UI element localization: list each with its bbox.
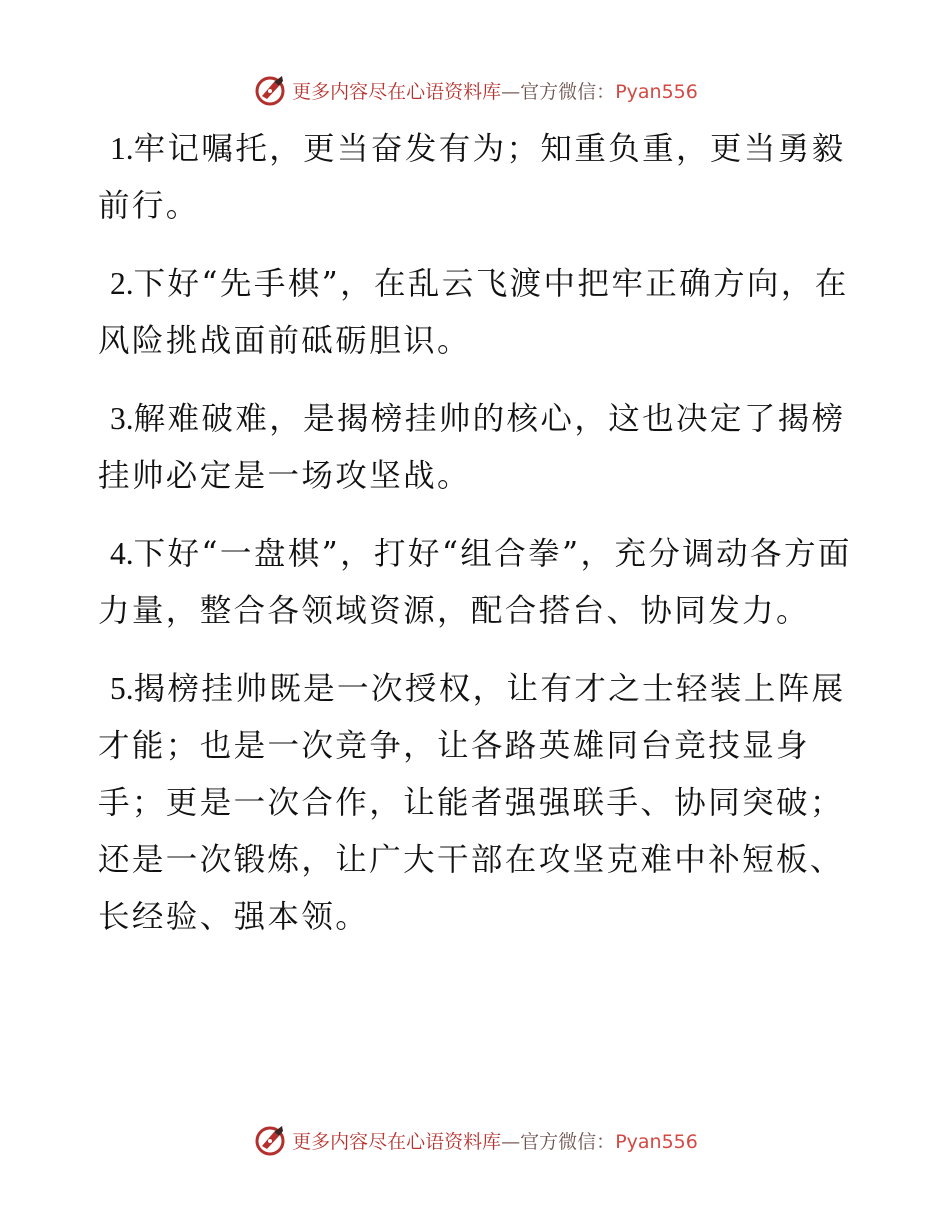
header-text bbox=[292, 77, 698, 104]
item-number: 1. bbox=[110, 131, 134, 166]
list-item bbox=[98, 390, 858, 505]
header-separator: — bbox=[501, 80, 521, 103]
list-item bbox=[98, 660, 858, 946]
item-number: 2. bbox=[110, 266, 134, 301]
footer-banner bbox=[0, 1120, 950, 1160]
item-number: 4. bbox=[110, 536, 134, 571]
document-body bbox=[98, 120, 858, 966]
item-number: 3. bbox=[110, 401, 134, 436]
item-text: 下好“一盘棋”，打好“组合拳”，充分调动各方面力量，整合各领域资源，配合搭台、协同发力。 bbox=[98, 536, 852, 629]
header-wechat-id: Pyan556 bbox=[615, 80, 698, 103]
footer-separator: — bbox=[501, 1130, 521, 1153]
header-banner bbox=[0, 70, 950, 110]
item-text: 解难破难，是揭榜挂帅的核心，这也决定了揭榜挂帅必定是一场攻坚战。 bbox=[98, 401, 846, 494]
list-item bbox=[98, 120, 858, 235]
pen-nib-logo-icon bbox=[252, 72, 288, 108]
item-number: 5. bbox=[110, 671, 134, 706]
list-item bbox=[98, 255, 858, 370]
item-text: 揭榜挂帅既是一次授权，让有才之士轻装上阵展才能；也是一次竞争，让各路英雄同台竞技显身手；更是一次合作，让能者强强联手、协同突破；还是一次锻炼，让广大干部在攻坚克难中补短板、长经验、强本领。 bbox=[98, 671, 846, 935]
header-label: 官方微信： bbox=[520, 80, 616, 103]
footer-site-text: 更多内容尽在心语资料库 bbox=[292, 1130, 502, 1153]
footer-wechat-id: Pyan556 bbox=[615, 1130, 698, 1153]
item-text: 牢记嘱托，更当奋发有为；知重负重，更当勇毅前行。 bbox=[98, 131, 846, 224]
footer-label: 官方微信： bbox=[520, 1130, 616, 1153]
pen-nib-logo-icon bbox=[252, 1122, 288, 1158]
list-item bbox=[98, 525, 858, 640]
footer-text bbox=[292, 1127, 698, 1154]
item-text: 下好“先手棋”，在乱云飞渡中把牢正确方向，在风险挑战面前砥砺胆识。 bbox=[98, 266, 849, 359]
header-site-text: 更多内容尽在心语资料库 bbox=[292, 80, 502, 103]
